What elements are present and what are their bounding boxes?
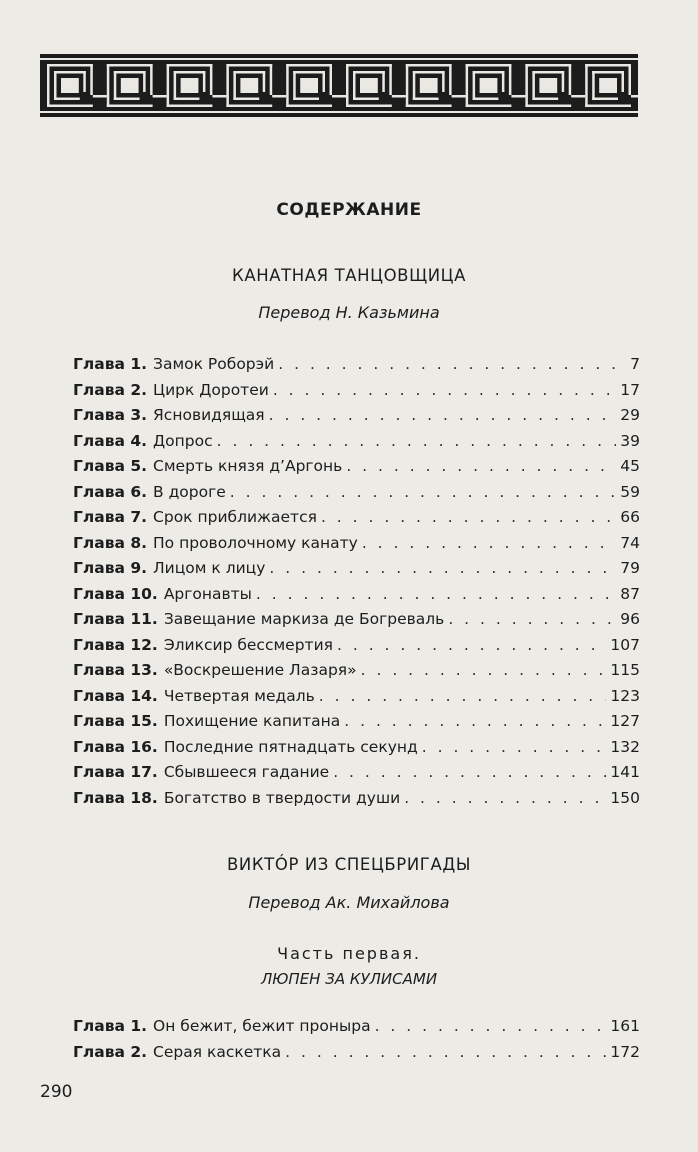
chapter-page: 96 <box>620 610 640 628</box>
chapter-number: Глава 1. <box>73 355 148 373</box>
dot-leader <box>269 559 616 577</box>
toc-entry <box>73 585 640 611</box>
chapter-page: 161 <box>610 1017 640 1035</box>
chapter-title: В дороге <box>153 482 226 501</box>
chapter-page: 150 <box>610 788 640 807</box>
chapter-number: Глава 11. <box>73 610 158 628</box>
chapter-number: Глава 4. <box>73 431 148 450</box>
chapter-page: 79 <box>620 559 640 577</box>
chapter-title: Цирк Доротеи <box>153 380 269 399</box>
dot-leader <box>448 610 616 628</box>
page-number: 290 <box>40 1082 73 1102</box>
chapter-page: 66 <box>620 508 640 526</box>
chapter-number: Глава 15. <box>73 712 158 730</box>
dot-leader <box>375 1017 607 1035</box>
dot-leader <box>269 406 617 424</box>
toc-entry <box>73 636 640 662</box>
chapter-number: Глава 17. <box>73 763 158 781</box>
chapter-title: Ясновидящая <box>153 406 265 424</box>
chapter-title: Допрос <box>153 431 213 450</box>
chapter-title: Лицом к лицу <box>153 559 266 577</box>
toc-entry <box>73 738 640 764</box>
chapter-page: 39 <box>620 431 640 450</box>
translator-1: Перевод Н. Казьмина <box>258 303 440 322</box>
chapter-page: 17 <box>620 380 640 399</box>
chapter-title: Последние пятнадцать секунд <box>163 737 418 756</box>
chapter-title: Замок Роборэй <box>153 355 275 373</box>
chapter-number: Глава 8. <box>73 533 148 552</box>
greek-key-border-icon <box>40 54 638 117</box>
toc-entry <box>73 763 640 789</box>
chapter-title: Аргонавты <box>163 584 252 603</box>
chapter-title: Сбывшееся гадание <box>163 763 330 781</box>
chapter-page: 141 <box>610 763 640 781</box>
chapter-number: Глава 6. <box>73 482 148 501</box>
toc-entry <box>73 406 640 432</box>
toc-list-1 <box>73 355 640 814</box>
chapter-page: 132 <box>610 737 640 756</box>
toc-list-2 <box>73 1017 640 1068</box>
toc-entry <box>73 534 640 560</box>
chapter-title: Срок приближается <box>153 508 317 526</box>
part-title: Часть первая. <box>277 944 421 963</box>
dot-leader <box>217 432 617 450</box>
toc-entry <box>73 610 640 636</box>
chapter-number: Глава 13. <box>73 661 158 679</box>
toc-entry <box>73 457 640 483</box>
toc-entry <box>73 508 640 534</box>
chapter-number: Глава 18. <box>73 788 158 807</box>
chapter-number: Глава 5. <box>73 457 148 475</box>
dot-leader <box>362 534 616 552</box>
chapter-number: Глава 10. <box>73 584 158 603</box>
toc-entry <box>73 712 640 738</box>
dot-leader <box>344 712 606 730</box>
section-title-1: КАНАТНАЯ ТАНЦОВЩИЦА <box>232 266 466 285</box>
toc-entry <box>73 789 640 815</box>
part-subtitle: ЛЮПЕН ЗА КУЛИСАМИ <box>260 970 438 988</box>
translator-2: Перевод Ак. Михайлова <box>248 893 450 912</box>
dot-leader <box>337 636 606 654</box>
toc-entry <box>73 355 640 381</box>
toc-entry <box>73 661 640 687</box>
dot-leader <box>361 661 607 679</box>
chapter-page: 123 <box>610 686 640 705</box>
chapter-number: Глава 12. <box>73 635 158 654</box>
dot-leader <box>319 687 607 705</box>
chapter-title: «Воскрешение Лазаря» <box>163 661 357 679</box>
chapter-number: Глава 3. <box>73 406 148 424</box>
chapter-number: Глава 7. <box>73 508 148 526</box>
chapter-title: Смерть князя д’Аргонь <box>153 457 343 475</box>
toc-entry <box>73 1043 640 1069</box>
chapter-number: Глава 2. <box>73 1042 148 1061</box>
chapter-title: Завещание маркиза де Богреваль <box>163 610 445 628</box>
chapter-number: Глава 1. <box>73 1017 148 1035</box>
chapter-title: По проволочному канату <box>153 533 358 552</box>
chapter-page: 107 <box>610 635 640 654</box>
chapter-title: Серая каскетка <box>153 1042 282 1061</box>
toc-entry <box>73 432 640 458</box>
chapter-title: Он бежит, бежит проныра <box>153 1017 371 1035</box>
chapter-page: 74 <box>620 533 640 552</box>
dot-leader <box>230 483 616 501</box>
chapter-page: 172 <box>610 1042 640 1061</box>
toc-entry <box>73 687 640 713</box>
chapter-number: Глава 9. <box>73 559 148 577</box>
chapter-page: 7 <box>630 355 640 373</box>
dot-leader <box>346 457 616 475</box>
section-title-2: ВИКТÓР ИЗ СПЕЦБРИГАДЫ <box>227 855 471 874</box>
dot-leader <box>333 763 606 781</box>
dot-leader <box>404 789 606 807</box>
dot-leader <box>273 381 616 399</box>
toc-entry <box>73 483 640 509</box>
chapter-title: Четвертая медаль <box>163 686 315 705</box>
toc-entry <box>73 559 640 585</box>
chapter-page: 45 <box>620 457 640 475</box>
chapter-title: Богатство в твердости души <box>163 788 401 807</box>
chapter-page: 59 <box>620 482 640 501</box>
chapter-page: 127 <box>610 712 640 730</box>
contents-heading: СОДЕРЖАНИЕ <box>276 200 422 220</box>
chapter-title: Эликсир бессмертия <box>163 635 333 654</box>
chapter-page: 29 <box>620 406 640 424</box>
dot-leader <box>321 508 616 526</box>
toc-entry <box>73 1017 640 1043</box>
chapter-number: Глава 14. <box>73 686 158 705</box>
dot-leader <box>278 355 626 373</box>
dot-leader <box>285 1043 606 1061</box>
dot-leader <box>256 585 616 603</box>
chapter-number: Глава 2. <box>73 380 148 399</box>
chapter-title: Похищение капитана <box>163 712 341 730</box>
chapter-page: 87 <box>620 584 640 603</box>
chapter-number: Глава 16. <box>73 737 158 756</box>
dot-leader <box>422 738 607 756</box>
toc-entry <box>73 381 640 407</box>
chapter-page: 115 <box>610 661 640 679</box>
